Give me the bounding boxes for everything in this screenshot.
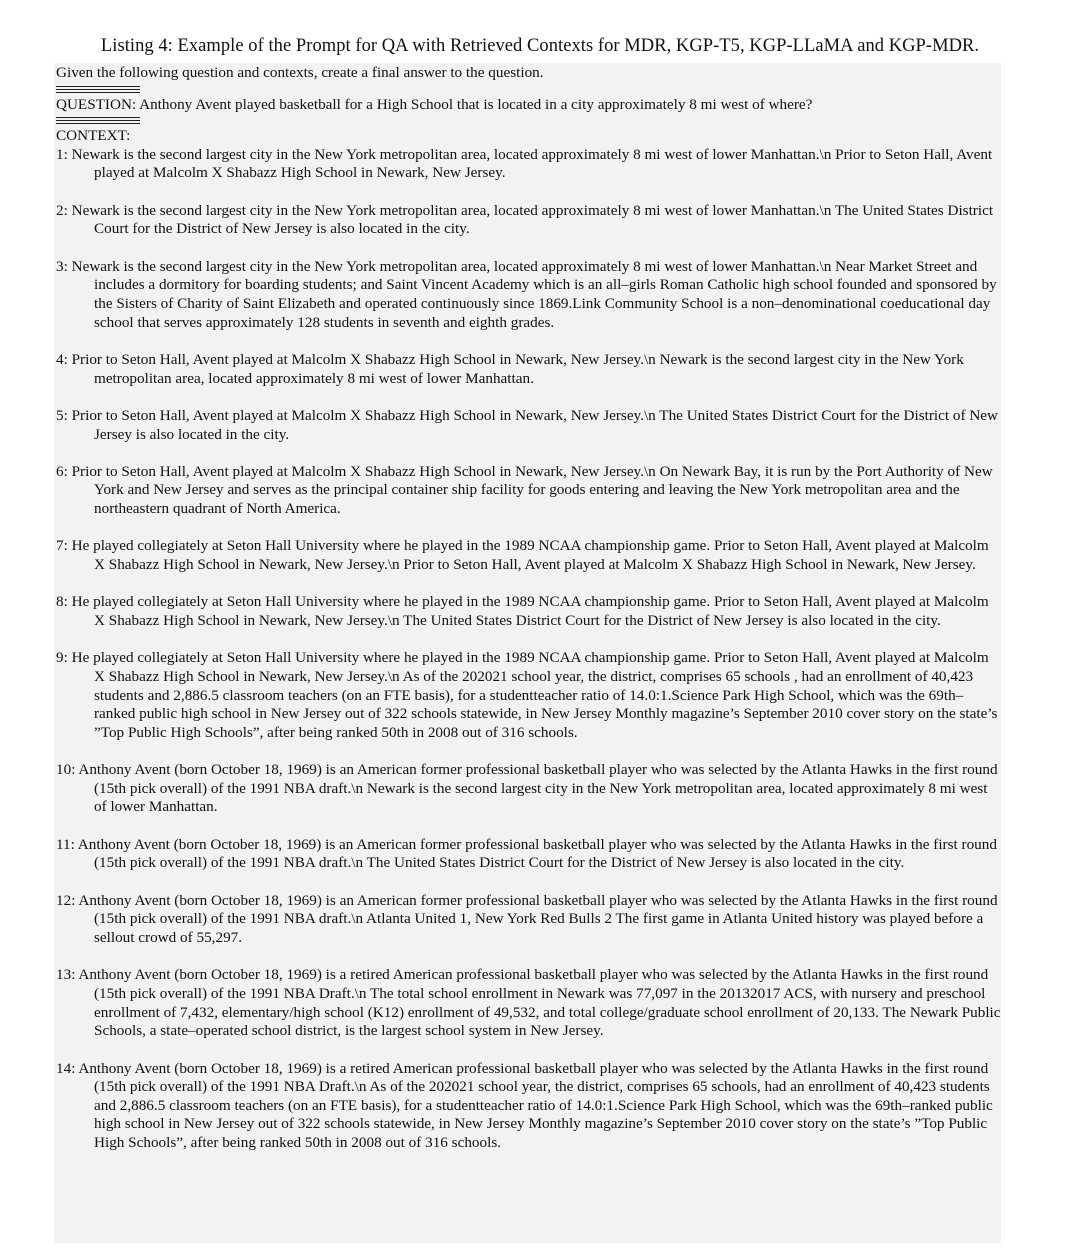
context-item: 12: Anthony Avent (born October 18, 1969) is an American former professional basketball player who was selected by the Atlanta Hawks in the first round (15th pick overall) of the 1991 NBA draft.\n Atlanta United 1, New York Red Bulls 2 The first game in Atlanta United history was played before a sellout crowd of 55,297. — [56, 891, 998, 946]
prompt-listing — [54, 63, 1001, 1243]
context-header: CONTEXT: — [56, 127, 131, 145]
context-item: 4: Prior to Seton Hall, Avent played at Malcolm X Shabazz High School in Newark, New Jersey.\n Newark is the second largest city in the New York metropolitan area, located approximately 8 mi west of lower Manhattan. — [56, 350, 964, 387]
context-item: 14: Anthony Avent (born October 18, 1969) is a retired American professional basketball player who was selected by the Atlanta Hawks in the first round (15th pick overall) of the 1991 NBA Draft.\n As of the 202021 school year, the district, comprises 65 schools, had an enrollment of 40,423 students and 2,886.5 classroom teachers (on an FTE basis), for a studentteacher ratio of 14.0:1.Science Park High School, which was the 69th–ranked public high school in New Jersey out of 322 schools statewide, in New Jersey Monthly magazine’s September 2010 cover story on the state’s ”Top Public High Schools”, after being ranked 50th in 2008 out of 316 schools. — [56, 1059, 993, 1151]
question-text: QUESTION: Anthony Avent played basketball for a High School that is located in a city approximately 8 mi west of where? — [56, 95, 813, 113]
context-item: 6: Prior to Seton Hall, Avent played at Malcolm X Shabazz High School in Newark, New Jersey.\n On Newark Bay, it is run by the Port Authority of New York and New Jersey and serves as the principal container ship facility for goods entering and leaving the New York metropolitan area and the northeastern quadrant of North America. — [56, 462, 993, 518]
context-item: 8: He played collegiately at Seton Hall University where he played in the 1989 NCAA championship game. Prior to Seton Hall, Avent played at Malcolm X Shabazz High School in Newark, New Jersey.\n The United States District Court for the District of New Jersey is also located in the city. — [56, 593, 989, 630]
listing-caption: Listing 4: Example of the Prompt for QA with Retrieved Contexts for MDR, KGP-T5, KGP-LLaMA and KGP-MDR. — [100, 36, 980, 56]
context-item: 11: Anthony Avent (born October 18, 1969) is an American former professional basketball player who was selected by the Atlanta Hawks in the first round (15th pick overall) of the 1991 NBA draft.\n The United States District Court for the District of New Jersey is also located in the city. — [56, 835, 997, 872]
context-item: 3: Newark is the second largest city in the New York metropolitan area, located approximately 8 mi west of lower Manhattan.\n Near Market Street and includes a dormitory for boarding students; and Saint Vincent Academy which is an all–girls Roman Catholic high school founded and sponsored by the Sisters of Charity of Saint Elizabeth and operated continuously since 1869.Link Community School is a non–denominational coeducational day school that serves approximately 128 students in seventh and eighth grades. — [56, 257, 997, 331]
instruction-text: Given the following question and contexts, create a final answer to the question. — [56, 64, 544, 81]
context-list — [56, 146, 1001, 1153]
context-item: 7: He played collegiately at Seton Hall University where he played in the 1989 NCAA championship game. Prior to Seton Hall, Avent played at Malcolm X Shabazz High School in Newark, New Jersey.\n Prior to Seton Hall, Avent played at Malcolm X Shabazz High School in Newark, New Jersey. — [56, 537, 989, 574]
separator-rule — [56, 85, 140, 94]
context-item: 9: He played collegiately at Seton Hall University where he played in the 1989 NCAA championship game. Prior to Seton Hall, Avent played at Malcolm X Shabazz High School in Newark, New Jersey.\n As of the 202021 school year, the district, comprises 65 schools , had an enrollment of 40,423 students and 2,886.5 classroom teachers (on an FTE basis), for a studentteacher ratio of 14.0:1.Science Park High School, which was the 69th–ranked public high school in New Jersey out of 322 schools statewide, in New Jersey Monthly magazine’s September 2010 cover story on the state’s ”Top Public High Schools”, after being ranked 50th in 2008 out of 316 schools. — [56, 649, 998, 741]
context-item: 5: Prior to Seton Hall, Avent played at Malcolm X Shabazz High School in Newark, New Jersey.\n The United States District Court for the District of New Jersey is also located in the city. — [56, 406, 998, 443]
context-item: 13: Anthony Avent (born October 18, 1969) is a retired American professional basketball player who was selected by the Atlanta Hawks in the first round (15th pick overall) of the 1991 NBA Draft.\n The total school enrollment in Newark was 77,097 in the 20132017 ACS, with nursery and preschool enrollment of 7,432, elementary/high school (K12) enrollment of 49,532, and total college/graduate school enrollment of 20,133. The Newark Public Schools, a state–operated school district, is the largest school system in New Jersey. — [56, 966, 1001, 1040]
context-item: 10: Anthony Avent (born October 18, 1969) is an American former professional basketball player who was selected by the Atlanta Hawks in the first round (15th pick overall) of the 1991 NBA draft.\n Newark is the second largest city in the New York metropolitan area, located approximately 8 mi west of lower Manhattan. — [56, 761, 998, 816]
context-item: 2: Newark is the second largest city in the New York metropolitan area, located approximately 8 mi west of lower Manhattan.\n The United States District Court for the District of New Jersey is also located in the city. — [56, 201, 994, 238]
context-item: 1: Newark is the second largest city in the New York metropolitan area, located approximately 8 mi west of lower Manhattan.\n Prior to Seton Hall, Avent played at Malcolm X Shabazz High School in Newark, New Jersey. — [56, 145, 993, 182]
separator-rule — [56, 116, 140, 125]
